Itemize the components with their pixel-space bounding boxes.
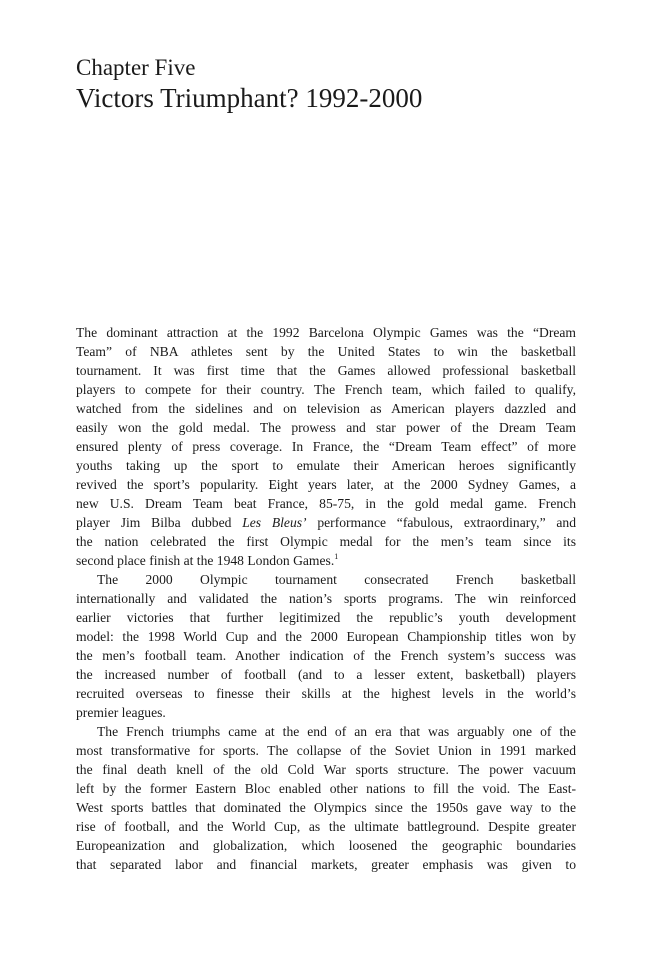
text-line: easily won the gold medal. The prowess and star power of the Dream Team: [76, 420, 576, 435]
text-line: players to compete for their country. The French team, which failed to qualify,: [76, 382, 576, 397]
text-line: the final death knell of the old Cold War sports structure. The power vacuum: [76, 762, 576, 777]
text-line: The 2000 Olympic tournament consecrated French basketball: [97, 572, 576, 587]
text-line-last: [76, 551, 576, 570]
text-line: the men’s football team. Another indication of the French system’s success was: [76, 648, 576, 663]
text-line: revived the sport’s popularity. Eight years later, at the 2000 Sydney Games, a: [76, 477, 576, 492]
text-line: West sports battles that dominated the Olympics since the 1950s gave way to the: [76, 800, 576, 815]
paragraph-3: [76, 722, 576, 874]
text-line: ensured plenty of press coverage. In France, the “Dream Team effect” of more: [76, 439, 576, 454]
text-line: Europeanization and globalization, which loosened the geographic boundaries: [76, 838, 576, 853]
paragraph-1: [76, 323, 576, 570]
text-line: recruited overseas to finesse their skills at the highest levels in the world’s: [76, 686, 576, 701]
text-line: the increased number of football (and to a lesser extent, basketball) players: [76, 667, 576, 682]
text-line: that separated labor and financial markets, greater emphasis was given to: [76, 857, 576, 872]
footnote-marker[interactable]: 1: [334, 552, 339, 561]
text-line-with-italic: [76, 513, 576, 532]
italic-phrase: Les Bleus’: [242, 515, 307, 530]
chapter-title: Victors Triumphant? 1992-2000: [76, 83, 423, 113]
text-line: watched from the sidelines and on television as American players dazzled and: [76, 401, 576, 416]
text-line: youths taking up the sport to emulate their American heroes significantly: [76, 458, 576, 473]
text-line: most transformative for sports. The collapse of the Soviet Union in 1991 marked: [76, 743, 576, 758]
text-line: internationally and validated the nation’s sports programs. The win reinforced: [76, 591, 576, 606]
text-line: The French triumphs came at the end of an era that was arguably one of the: [97, 724, 576, 739]
text-segment: performance “fabulous, extraordinary,” and: [306, 515, 576, 530]
chapter-label: Chapter Five: [76, 55, 196, 80]
text-line: Team” of NBA athletes sent by the United States to win the basketball: [76, 344, 576, 359]
text-line: tournament. It was first time that the Games allowed professional basketball: [76, 363, 576, 378]
text-line: earlier victories that further legitimized the republic’s youth development: [76, 610, 576, 625]
text-segment: player Jim Bilba dubbed: [76, 515, 243, 530]
text-segment: second place finish at the 1948 London Games.: [76, 553, 335, 568]
text-line: The dominant attraction at the 1992 Barcelona Olympic Games was the “Dream: [76, 325, 576, 340]
paragraph-2: [76, 570, 576, 722]
text-line: the nation celebrated the first Olympic medal for the men’s team since its: [76, 534, 576, 549]
text-line: model: the 1998 World Cup and the 2000 European Championship titles won by: [76, 629, 576, 644]
text-line: left by the former Eastern Bloc enabled other nations to fill the void. The East-: [76, 781, 576, 796]
body-text: [76, 323, 576, 874]
text-line: rise of football, and the World Cup, as the ultimate battleground. Despite greater: [76, 819, 576, 834]
text-line: new U.S. Dream Team beat France, 85-75, in the gold medal game. French: [76, 496, 576, 511]
text-line-last: premier leagues.: [76, 705, 166, 720]
